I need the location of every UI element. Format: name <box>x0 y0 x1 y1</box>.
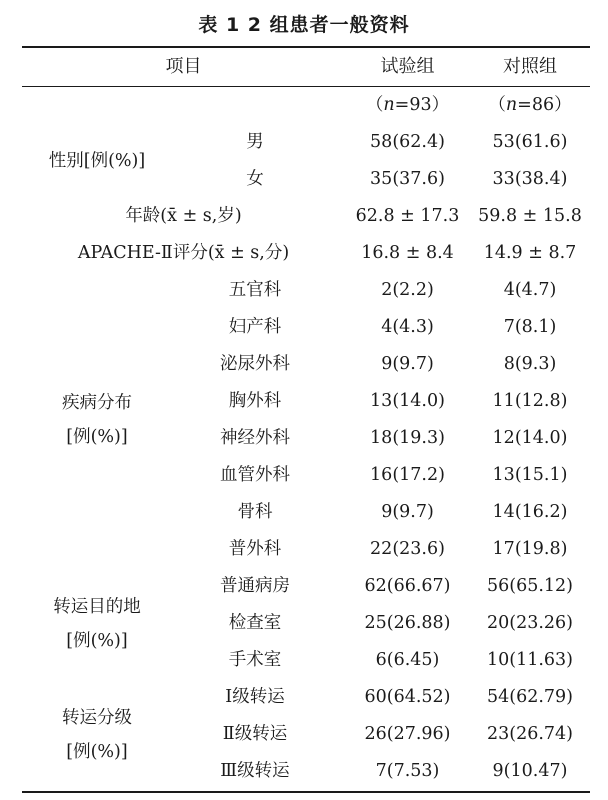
table-row <box>0 494 608 531</box>
row-exp-value: 60(64.52) <box>364 687 451 707</box>
row-sub-label: 泌尿外科 <box>220 354 290 374</box>
table-row <box>0 605 608 642</box>
row-ctl-value: 20(23.26) <box>486 613 574 633</box>
header-item: 项目 <box>165 56 202 77</box>
row-exp-value: 26(27.96) <box>364 724 451 744</box>
row-sub-label: 女 <box>246 169 264 189</box>
table-row <box>0 124 608 161</box>
row-sub-label: Ⅰ级转运 <box>225 687 285 707</box>
table-header <box>0 48 608 86</box>
table-row <box>0 87 608 124</box>
table-row <box>0 309 608 346</box>
table-row <box>0 346 608 383</box>
row-ctl-value: 10(11.63) <box>486 650 574 670</box>
level-label-line2: [例(%)] <box>66 741 128 762</box>
row-ctl-value: 33(38.4) <box>492 169 568 189</box>
row-sub-label: 胸外科 <box>228 391 282 411</box>
row-exp-value: 18(19.3) <box>370 428 445 448</box>
row-ctl-value: 23(26.74) <box>486 724 574 744</box>
row-ctl-value: 7(8.1) <box>503 317 557 337</box>
row-sub-label: 妇产科 <box>228 317 282 337</box>
row-exp-value: 58(62.4) <box>370 132 445 152</box>
row-exp-value: 4(4.3) <box>381 317 434 337</box>
row-exp-value: 9(9.7) <box>381 502 434 522</box>
header-experimental: 试验组 <box>380 56 435 77</box>
row-exp-value: 25(26.88) <box>364 613 451 633</box>
level-label-line1: 转运分级 <box>62 707 132 728</box>
row-ctl-value: 17(19.8) <box>492 539 568 559</box>
table-row <box>0 272 608 309</box>
table-row <box>0 716 608 753</box>
table-title: 表 1 2 组患者一般资料 <box>198 14 410 36</box>
row-ctl-value: 56(65.12) <box>486 576 574 596</box>
row-sub-label: 普通病房 <box>220 576 290 596</box>
table-row <box>0 457 608 494</box>
table-row <box>0 383 608 420</box>
row-sub-label: 检查室 <box>228 613 282 633</box>
row-ctl-value: 14(16.2) <box>492 502 568 522</box>
table-row <box>0 753 608 790</box>
header-control: 对照组 <box>503 56 557 77</box>
row-exp-value: 62.8 ± 17.3 <box>355 206 460 226</box>
row-sub-label: 神经外科 <box>220 428 290 448</box>
sex-label: 性别[例(%)] <box>48 151 146 171</box>
table-row <box>0 198 608 235</box>
row-ctl-value: 9(10.47) <box>492 761 568 781</box>
row-exp-value: 6(6.45) <box>375 650 440 670</box>
table-row <box>0 531 608 568</box>
row-ctl-value: 14.9 ± 8.7 <box>483 243 577 263</box>
bottom-rule <box>22 791 590 793</box>
disease-label-line1: 疾病分布 <box>62 393 132 413</box>
row-ctl-value: 53(61.6) <box>492 132 568 152</box>
row-sub-label: 血管外科 <box>220 465 290 485</box>
table-row <box>0 679 608 716</box>
row-exp-value: 35(37.6) <box>370 169 445 189</box>
row-sub-label: Ⅲ级转运 <box>220 761 290 781</box>
table-body <box>0 87 608 791</box>
row-sub-label: 手术室 <box>228 650 282 670</box>
table-row <box>0 568 608 605</box>
row-exp-value: 62(66.67) <box>364 576 451 596</box>
row-exp-value: 16.8 ± 8.4 <box>361 243 454 263</box>
row-ctl-value: 59.8 ± 15.8 <box>478 206 582 226</box>
row-exp-value: 2(2.2) <box>381 280 434 300</box>
table-row <box>0 235 608 272</box>
destination-label-line1: 转运目的地 <box>53 596 141 617</box>
row-ctl-value: 11(12.8) <box>492 391 568 411</box>
row-exp-value: 7(7.53) <box>375 761 440 781</box>
row-sub-label: 男 <box>246 132 264 152</box>
apache-label: APACHE-Ⅱ评分(x̄ ± s,分) <box>77 243 290 263</box>
row-sub-label: 五官科 <box>228 280 282 300</box>
n-experimental: （n=93） <box>365 95 450 115</box>
row-exp-value: 16(17.2) <box>370 465 445 485</box>
n-control: （n=86） <box>488 95 572 115</box>
disease-label-line2: [例(%)] <box>66 427 128 447</box>
row-ctl-value: 54(62.79) <box>486 687 574 707</box>
row-exp-value: 22(23.6) <box>370 539 445 559</box>
destination-label-line2: [例(%)] <box>66 630 128 651</box>
age-label: 年龄(x̄ ± s,岁) <box>125 206 242 226</box>
table-row <box>0 642 608 679</box>
row-exp-value: 13(14.0) <box>370 391 445 411</box>
row-ctl-value: 12(14.0) <box>492 428 568 448</box>
row-sub-label: Ⅱ级转运 <box>222 724 288 744</box>
row-sub-label: 普外科 <box>228 539 282 559</box>
row-ctl-value: 8(9.3) <box>503 354 557 374</box>
row-ctl-value: 4(4.7) <box>503 280 557 300</box>
row-exp-value: 9(9.7) <box>381 354 434 374</box>
table-row <box>0 420 608 457</box>
row-ctl-value: 13(15.1) <box>492 465 568 485</box>
table-row <box>0 161 608 198</box>
row-sub-label: 骨科 <box>237 502 273 522</box>
